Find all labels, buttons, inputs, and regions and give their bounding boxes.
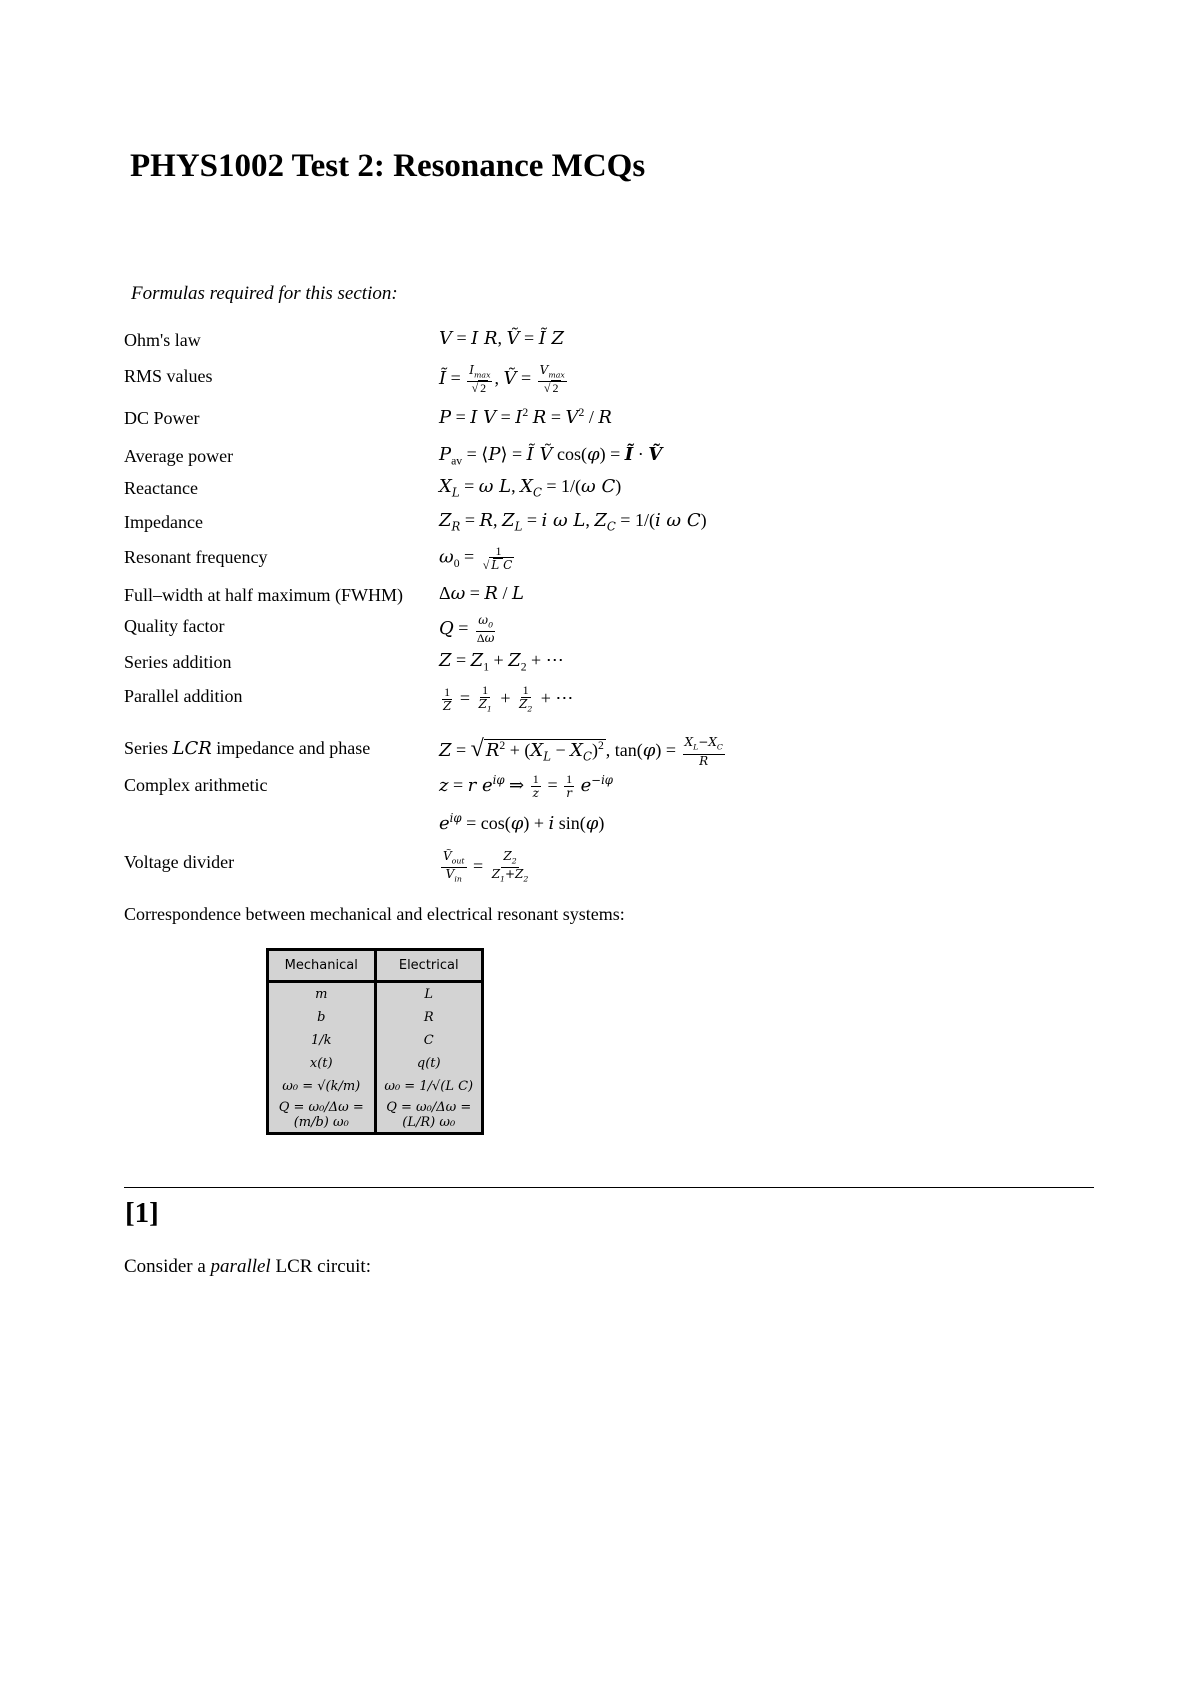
formula-label-part: Series <box>124 738 173 758</box>
formula-label: Average power <box>124 446 234 466</box>
formula-average-power: $P_{av}$ = ⟨P⟩ = Ĩ Ṽ cos(φ) = Ĩ · Ṽ <box>439 444 663 468</box>
formula-row-dc-power <box>124 408 824 438</box>
formula-label-part: impedance and phase <box>211 738 371 758</box>
formula-row-ohms-law <box>124 330 824 360</box>
table-cell: q(t) <box>416 1056 441 1071</box>
table-cell: Q = ω₀/Δω = (m/b) ω₀ <box>268 1098 376 1134</box>
formula-row-complex-arithmetic <box>124 772 824 805</box>
formula-quality-factor: Q = $\frac{\omega_0}{\Delta\omega}$ <box>439 613 495 646</box>
formula-row-voltage-divider <box>124 849 824 884</box>
formula-row-series-addition <box>124 652 824 682</box>
section-divider <box>124 1187 1094 1188</box>
formula-label <box>124 738 370 759</box>
table-header: Electrical <box>375 950 483 982</box>
table-row <box>268 1029 483 1052</box>
question-text-before: Consider a <box>124 1256 206 1277</box>
formula-label: Full–width at half maximum (FWHM) <box>124 585 403 605</box>
formulas-intro: Formulas required for this section: <box>131 283 398 304</box>
table-cell: C <box>423 1033 434 1048</box>
formula-row-rms <box>124 363 824 396</box>
question-number: [1] <box>125 1197 159 1229</box>
formula-row-resonant-frequency <box>124 544 824 577</box>
formula-row-average-power <box>124 446 824 476</box>
correspondence-table <box>266 948 484 1135</box>
formula-label: Reactance <box>124 478 198 498</box>
table-row <box>268 982 483 1007</box>
table-row <box>268 1098 483 1134</box>
formula-resonant-frequency: $\omega_0$ = $\frac{1}{\text{√ L C}}$ <box>439 544 513 572</box>
formula-label: Resonant frequency <box>124 547 268 567</box>
formula-ohms-law: V = I R, Ṽ = Ĩ Z <box>439 328 565 349</box>
formula-parallel-addition: $\frac{1}{Z}$ = $\frac{1}{Z_1}$ + $\frac{1}{Z_2}$ + ⋯ <box>443 683 574 714</box>
table-row <box>268 1052 483 1075</box>
formula-row-impedance <box>124 512 824 542</box>
formula-label: RMS values <box>124 366 213 386</box>
formula-euler: $e^{i\varphi} = \cos(\varphi) + i$ sin(φ) <box>439 811 605 834</box>
formula-series-lcr: Z = √ $R^2 + (X_L - X_C)^2$ , tan(φ) = $\frac{X_L-X_C}{R}$ <box>439 735 723 768</box>
formula-label: DC Power <box>124 408 200 428</box>
formula-row-parallel-addition <box>124 683 824 716</box>
table-row <box>268 1075 483 1098</box>
formula-complex-arithmetic: z = r $e^{i\varphi}$ ⇒ $\frac{1}{z}$ = $\frac{1}{r}$ $e^{-i\varphi}$ <box>439 772 613 801</box>
formula-label: Impedance <box>124 512 203 532</box>
formula-rms: Ĩ = $\frac{I_{max}}{√ 2}$ , Ṽ = $\frac{V_{max}}{√ 2}$ <box>439 363 565 396</box>
page-title: PHYS1002 Test 2: Resonance MCQs <box>130 148 646 184</box>
formula-label: Complex arithmetic <box>124 775 268 795</box>
formula-row-reactance <box>124 478 824 508</box>
formula-label: Ohm's law <box>124 330 201 350</box>
formula-series-addition: $Z = Z_1 + Z_2$ + ⋯ <box>439 650 564 674</box>
table-cell: Q = ω₀/Δω = (L/R) ω₀ <box>386 1100 472 1130</box>
formula-fwhm: Δω = R / L <box>439 583 524 604</box>
formula-row-euler <box>124 813 824 843</box>
question-text-after: LCR circuit: <box>275 1256 371 1277</box>
table-cell: ω₀ = √(k/m) <box>268 1075 376 1098</box>
formula-voltage-divider: $\frac{Ṽ_{out}}{Ṽ_{in}}$ = $\frac{Z_2}{Z_1+Z_2}$ <box>443 849 529 884</box>
table-cell: ω₀ = 1/√(L C) <box>384 1079 474 1094</box>
table-row <box>268 1006 483 1029</box>
formula-label: Parallel addition <box>124 686 243 706</box>
formula-row-fwhm <box>124 585 824 615</box>
formula-label: Series addition <box>124 652 232 672</box>
correspondence-text: Correspondence between mechanical and electrical resonant systems: <box>124 904 625 924</box>
formula-label: Quality factor <box>124 616 225 636</box>
table-header: Mechanical <box>268 950 376 982</box>
formula-row-series-lcr <box>124 735 824 768</box>
table-header-row <box>268 950 483 982</box>
formula-label-part: LCR <box>172 738 212 759</box>
table-cell: 1/k <box>268 1029 376 1052</box>
table-cell: x(t) <box>268 1052 376 1075</box>
formula-reactance: $X_L = \omega$ L, $X_C = 1/(\omega$ C) <box>439 476 622 500</box>
question-text <box>124 1256 371 1278</box>
table-cell: m <box>268 982 376 1007</box>
formula-impedance: $Z_R = R$, $Z_L = i$ ω L, $Z_C = 1/(i$ ω C) <box>439 510 707 534</box>
formula-row-quality-factor <box>124 613 824 646</box>
formula-dc-power: P = I $V = I^2$ $R = V^2 / R$ <box>439 406 612 428</box>
formula-label: Voltage divider <box>124 852 235 872</box>
question-text-emph: parallel <box>210 1256 271 1277</box>
table-cell: R <box>423 1010 434 1025</box>
table-cell: b <box>268 1006 376 1029</box>
table-cell: L <box>424 987 434 1002</box>
